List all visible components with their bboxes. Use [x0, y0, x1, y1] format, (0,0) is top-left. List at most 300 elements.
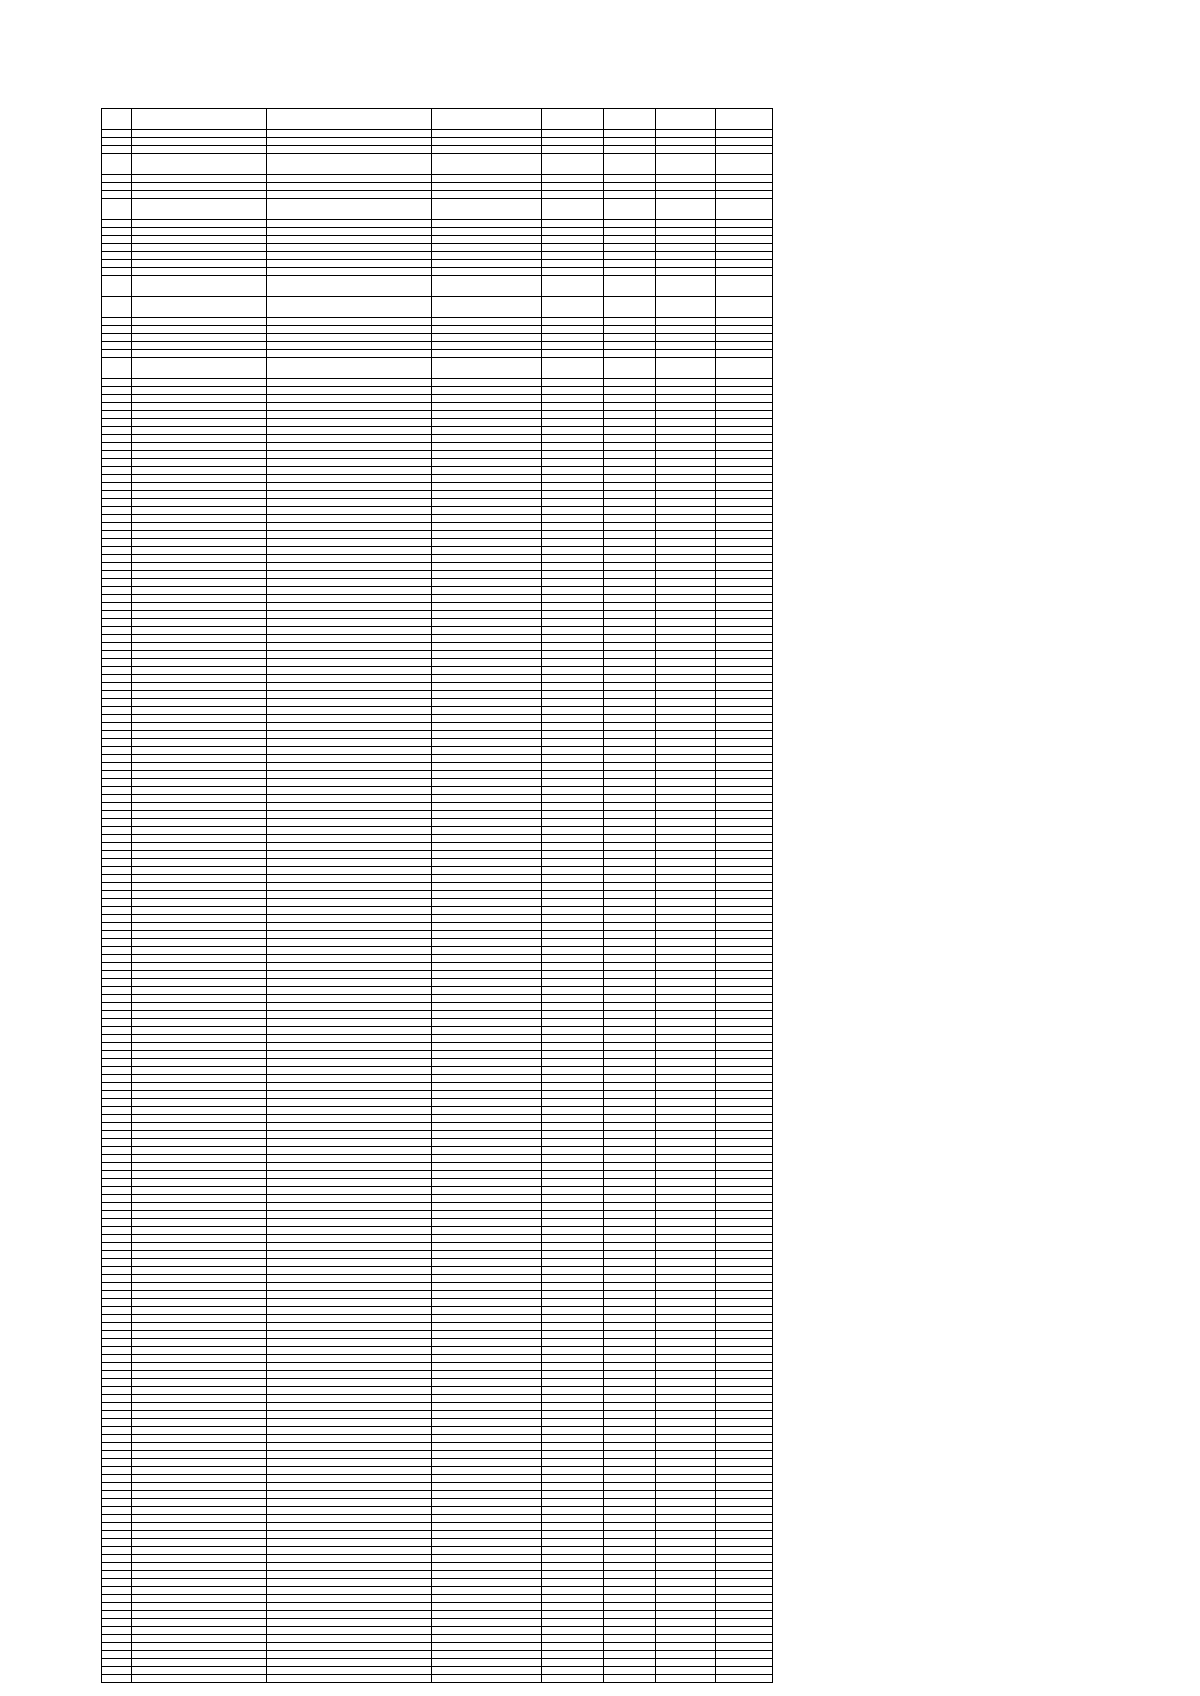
cell-district — [132, 1299, 267, 1307]
cell-longitude — [656, 1507, 716, 1515]
cell-count — [716, 244, 773, 252]
cell-street — [432, 1059, 542, 1067]
cell-latitude — [604, 276, 656, 297]
cell-longitude — [656, 1667, 716, 1675]
cell-settlement — [267, 1051, 432, 1059]
cell-settlement — [267, 1419, 432, 1427]
cell-district — [132, 350, 267, 358]
cell-number — [102, 627, 132, 635]
cell-longitude — [656, 1123, 716, 1131]
cell-settlement — [267, 795, 432, 803]
cell-settlement — [267, 1571, 432, 1579]
cell-street — [432, 1459, 542, 1467]
cell-street — [432, 723, 542, 731]
cell-house — [542, 1195, 604, 1203]
cell-house — [542, 723, 604, 731]
cell-number — [102, 803, 132, 811]
cell-district — [132, 611, 267, 619]
cell-number — [102, 1611, 132, 1619]
cell-settlement — [267, 154, 432, 175]
cell-longitude — [656, 475, 716, 483]
cell-settlement — [267, 851, 432, 859]
cell-street — [432, 627, 542, 635]
cell-settlement — [267, 467, 432, 475]
cell-settlement — [267, 1355, 432, 1363]
cell-district — [132, 563, 267, 571]
cell-settlement — [267, 109, 432, 130]
table-row — [102, 1051, 773, 1059]
cell-house — [542, 619, 604, 627]
cell-street — [432, 1187, 542, 1195]
cell-house — [542, 1659, 604, 1667]
cell-longitude — [656, 1243, 716, 1251]
cell-longitude — [656, 771, 716, 779]
cell-settlement — [267, 1603, 432, 1611]
cell-latitude — [604, 987, 656, 995]
cell-house — [542, 1259, 604, 1267]
table-row — [102, 883, 773, 891]
cell-street — [432, 803, 542, 811]
cell-settlement — [267, 731, 432, 739]
cell-street — [432, 811, 542, 819]
cell-longitude — [656, 955, 716, 963]
cell-number — [102, 635, 132, 643]
cell-number — [102, 379, 132, 387]
table-row — [102, 995, 773, 1003]
cell-district — [132, 427, 267, 435]
cell-number — [102, 523, 132, 531]
cell-district — [132, 130, 267, 138]
cell-house — [542, 1395, 604, 1403]
table-row — [102, 931, 773, 939]
cell-house — [542, 1667, 604, 1675]
cell-longitude — [656, 1371, 716, 1379]
cell-number — [102, 1571, 132, 1579]
cell-number — [102, 191, 132, 199]
cell-count — [716, 1595, 773, 1603]
cell-latitude — [604, 563, 656, 571]
cell-street — [432, 1107, 542, 1115]
table-row — [102, 467, 773, 475]
cell-district — [132, 1251, 267, 1259]
cell-settlement — [267, 350, 432, 358]
cell-count — [716, 1043, 773, 1051]
cell-count — [716, 443, 773, 451]
cell-settlement — [267, 603, 432, 611]
cell-house — [542, 1627, 604, 1635]
cell-house — [542, 971, 604, 979]
cell-count — [716, 579, 773, 587]
cell-district — [132, 1371, 267, 1379]
cell-settlement — [267, 1587, 432, 1595]
cell-district — [132, 1499, 267, 1507]
cell-latitude — [604, 731, 656, 739]
cell-number — [102, 1587, 132, 1595]
cell-settlement — [267, 707, 432, 715]
cell-count — [716, 595, 773, 603]
cell-latitude — [604, 1403, 656, 1411]
table-row — [102, 619, 773, 627]
cell-settlement — [267, 1267, 432, 1275]
cell-district — [132, 1043, 267, 1051]
cell-longitude — [656, 571, 716, 579]
cell-street — [432, 1131, 542, 1139]
table-row — [102, 1067, 773, 1075]
cell-longitude — [656, 435, 716, 443]
cell-house — [542, 403, 604, 411]
cell-number — [102, 175, 132, 183]
cell-longitude — [656, 787, 716, 795]
cell-number — [102, 547, 132, 555]
cell-number — [102, 334, 132, 342]
cell-street — [432, 1595, 542, 1603]
cell-settlement — [267, 555, 432, 563]
cell-house — [542, 763, 604, 771]
cell-settlement — [267, 138, 432, 146]
cell-number — [102, 1379, 132, 1387]
cell-house — [542, 1339, 604, 1347]
cell-house — [542, 899, 604, 907]
table-row — [102, 1531, 773, 1539]
cell-latitude — [604, 1083, 656, 1091]
cell-number — [102, 1635, 132, 1643]
cell-settlement — [267, 715, 432, 723]
cell-latitude — [604, 252, 656, 260]
table-row — [102, 939, 773, 947]
table-row — [102, 547, 773, 555]
cell-latitude — [604, 595, 656, 603]
table-row — [102, 515, 773, 523]
cell-number — [102, 1107, 132, 1115]
cell-latitude — [604, 318, 656, 326]
cell-house — [542, 523, 604, 531]
cell-latitude — [604, 675, 656, 683]
table-row — [102, 1075, 773, 1083]
cell-district — [132, 1019, 267, 1027]
cell-longitude — [656, 691, 716, 699]
table-row — [102, 707, 773, 715]
cell-latitude — [604, 1675, 656, 1683]
cell-street — [432, 875, 542, 883]
cell-house — [542, 835, 604, 843]
cell-street — [432, 1563, 542, 1571]
cell-house — [542, 1443, 604, 1451]
cell-count — [716, 1331, 773, 1339]
cell-house — [542, 1003, 604, 1011]
cell-number — [102, 403, 132, 411]
cell-latitude — [604, 1243, 656, 1251]
cell-settlement — [267, 619, 432, 627]
table-row — [102, 1363, 773, 1371]
cell-street — [432, 931, 542, 939]
cell-latitude — [604, 923, 656, 931]
cell-street — [432, 923, 542, 931]
cell-settlement — [267, 220, 432, 228]
cell-district — [132, 731, 267, 739]
cell-count — [716, 1259, 773, 1267]
cell-latitude — [604, 1355, 656, 1363]
cell-longitude — [656, 1091, 716, 1099]
cell-latitude — [604, 297, 656, 318]
cell-house — [542, 915, 604, 923]
table-row — [102, 1347, 773, 1355]
cell-house — [542, 1235, 604, 1243]
cell-house — [542, 467, 604, 475]
cell-district — [132, 1027, 267, 1035]
cell-street — [432, 1579, 542, 1587]
cell-count — [716, 971, 773, 979]
cell-settlement — [267, 1291, 432, 1299]
cell-longitude — [656, 699, 716, 707]
cell-district — [132, 236, 267, 244]
cell-street — [432, 146, 542, 154]
cell-number — [102, 1371, 132, 1379]
cell-house — [542, 1563, 604, 1571]
cell-settlement — [267, 318, 432, 326]
cell-latitude — [604, 1539, 656, 1547]
cell-street — [432, 109, 542, 130]
cell-house — [542, 1067, 604, 1075]
cell-longitude — [656, 867, 716, 875]
cell-count — [716, 1675, 773, 1683]
cell-longitude — [656, 1531, 716, 1539]
cell-street — [432, 1651, 542, 1659]
cell-house — [542, 603, 604, 611]
cell-longitude — [656, 1027, 716, 1035]
cell-district — [132, 1347, 267, 1355]
cell-settlement — [267, 1491, 432, 1499]
table-row — [102, 1163, 773, 1171]
table-row — [102, 334, 773, 342]
cell-house — [542, 1307, 604, 1315]
cell-house — [542, 1347, 604, 1355]
cell-settlement — [267, 987, 432, 995]
cell-street — [432, 451, 542, 459]
cell-count — [716, 475, 773, 483]
cell-district — [132, 175, 267, 183]
cell-settlement — [267, 419, 432, 427]
cell-district — [132, 435, 267, 443]
cell-district — [132, 252, 267, 260]
cell-house — [542, 475, 604, 483]
cell-street — [432, 883, 542, 891]
cell-count — [716, 342, 773, 350]
cell-latitude — [604, 859, 656, 867]
cell-longitude — [656, 1083, 716, 1091]
cell-street — [432, 1195, 542, 1203]
cell-latitude — [604, 1667, 656, 1675]
cell-settlement — [267, 1531, 432, 1539]
cell-longitude — [656, 579, 716, 587]
cell-number — [102, 1411, 132, 1419]
cell-number — [102, 358, 132, 379]
cell-latitude — [604, 707, 656, 715]
cell-street — [432, 643, 542, 651]
cell-house — [542, 146, 604, 154]
cell-count — [716, 979, 773, 987]
table-row — [102, 563, 773, 571]
cell-house — [542, 1379, 604, 1387]
table-row — [102, 827, 773, 835]
cell-street — [432, 1451, 542, 1459]
table-row — [102, 342, 773, 350]
cell-count — [716, 1179, 773, 1187]
cell-settlement — [267, 1251, 432, 1259]
cell-number — [102, 1435, 132, 1443]
cell-house — [542, 1275, 604, 1283]
cell-house — [542, 795, 604, 803]
cell-longitude — [656, 1171, 716, 1179]
cell-count — [716, 667, 773, 675]
cell-house — [542, 350, 604, 358]
cell-district — [132, 1603, 267, 1611]
cell-longitude — [656, 1635, 716, 1643]
cell-count — [716, 1515, 773, 1523]
cell-settlement — [267, 811, 432, 819]
cell-longitude — [656, 191, 716, 199]
table-row — [102, 555, 773, 563]
cell-street — [432, 191, 542, 199]
cell-longitude — [656, 1315, 716, 1323]
cell-longitude — [656, 891, 716, 899]
cell-house — [542, 1355, 604, 1363]
cell-number — [102, 1083, 132, 1091]
cell-longitude — [656, 523, 716, 531]
cell-latitude — [604, 995, 656, 1003]
cell-street — [432, 1531, 542, 1539]
cell-latitude — [604, 403, 656, 411]
table-row — [102, 755, 773, 763]
cell-number — [102, 1211, 132, 1219]
cell-street — [432, 987, 542, 995]
cell-street — [432, 1675, 542, 1683]
cell-house — [542, 667, 604, 675]
table-row — [102, 427, 773, 435]
cell-settlement — [267, 1635, 432, 1643]
cell-street — [432, 779, 542, 787]
table-row — [102, 1251, 773, 1259]
cell-house — [542, 1459, 604, 1467]
cell-district — [132, 1203, 267, 1211]
table-row — [102, 891, 773, 899]
cell-district — [132, 803, 267, 811]
cell-street — [432, 379, 542, 387]
cell-settlement — [267, 1579, 432, 1587]
cell-settlement — [267, 739, 432, 747]
cell-number — [102, 1139, 132, 1147]
cell-street — [432, 771, 542, 779]
cell-number — [102, 1219, 132, 1227]
cell-settlement — [267, 427, 432, 435]
cell-latitude — [604, 811, 656, 819]
cell-count — [716, 1283, 773, 1291]
cell-count — [716, 1363, 773, 1371]
cell-district — [132, 1035, 267, 1043]
cell-number — [102, 1459, 132, 1467]
cell-settlement — [267, 1659, 432, 1667]
table-row — [102, 835, 773, 843]
cell-house — [542, 875, 604, 883]
cell-house — [542, 1203, 604, 1211]
table-row — [102, 907, 773, 915]
cell-count — [716, 643, 773, 651]
table-row — [102, 627, 773, 635]
cell-house — [542, 1451, 604, 1459]
cell-longitude — [656, 603, 716, 611]
cell-settlement — [267, 475, 432, 483]
cell-count — [716, 1627, 773, 1635]
cell-number — [102, 963, 132, 971]
cell-latitude — [604, 1315, 656, 1323]
cell-count — [716, 1387, 773, 1395]
cell-house — [542, 1587, 604, 1595]
table-row — [102, 915, 773, 923]
cell-district — [132, 755, 267, 763]
cell-settlement — [267, 260, 432, 268]
cell-number — [102, 675, 132, 683]
cell-longitude — [656, 1435, 716, 1443]
table-row — [102, 1203, 773, 1211]
cell-settlement — [267, 1427, 432, 1435]
cell-house — [542, 1291, 604, 1299]
cell-number — [102, 827, 132, 835]
table-row — [102, 1491, 773, 1499]
cell-house — [542, 1059, 604, 1067]
cell-house — [542, 427, 604, 435]
cell-settlement — [267, 947, 432, 955]
table-row — [102, 1275, 773, 1283]
cell-longitude — [656, 1339, 716, 1347]
cell-street — [432, 1619, 542, 1627]
cell-street — [432, 963, 542, 971]
cell-street — [432, 939, 542, 947]
cell-house — [542, 851, 604, 859]
cell-district — [132, 795, 267, 803]
cell-latitude — [604, 1659, 656, 1667]
table-row — [102, 1139, 773, 1147]
cell-latitude — [604, 1371, 656, 1379]
cell-street — [432, 1163, 542, 1171]
cell-district — [132, 1235, 267, 1243]
cell-street — [432, 387, 542, 395]
cell-latitude — [604, 667, 656, 675]
cell-district — [132, 411, 267, 419]
cell-count — [716, 603, 773, 611]
table-row — [102, 1131, 773, 1139]
cell-count — [716, 451, 773, 459]
cell-longitude — [656, 659, 716, 667]
cell-number — [102, 955, 132, 963]
table-row — [102, 276, 773, 297]
cell-street — [432, 1539, 542, 1547]
cell-longitude — [656, 403, 716, 411]
cell-longitude — [656, 443, 716, 451]
cell-house — [542, 1219, 604, 1227]
cell-house — [542, 419, 604, 427]
cell-count — [716, 859, 773, 867]
cell-latitude — [604, 1387, 656, 1395]
cell-house — [542, 731, 604, 739]
cell-latitude — [604, 651, 656, 659]
cell-settlement — [267, 971, 432, 979]
cell-number — [102, 1387, 132, 1395]
cell-street — [432, 1099, 542, 1107]
cell-district — [132, 1491, 267, 1499]
cell-latitude — [604, 507, 656, 515]
cell-house — [542, 859, 604, 867]
cell-longitude — [656, 931, 716, 939]
cell-count — [716, 771, 773, 779]
